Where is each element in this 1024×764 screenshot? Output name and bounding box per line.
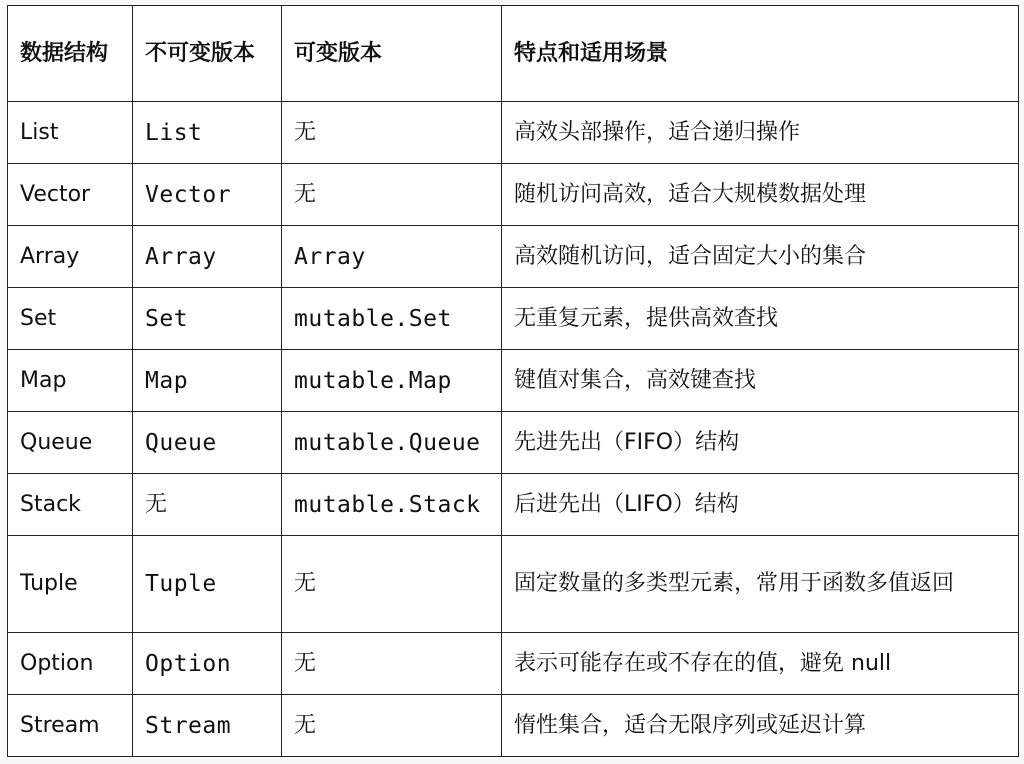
cell-features: 惰性集合，适合无限序列或延迟计算 (502, 695, 1019, 757)
cell-immutable: Array (133, 226, 282, 288)
cell-features: 键值对集合，高效键查找 (502, 350, 1019, 412)
cell-immutable: Set (133, 288, 282, 350)
cell-name: Queue (8, 412, 133, 474)
cell-mutable: 无 (282, 695, 502, 757)
data-structures-table (7, 5, 1019, 757)
header-data-structure: 数据结构 (8, 6, 133, 102)
cell-immutable: 无 (133, 474, 282, 536)
cell-mutable: Array (282, 226, 502, 288)
data-structures-table-container (7, 5, 1019, 757)
cell-features: 无重复元素，提供高效查找 (502, 288, 1019, 350)
cell-features: 先进先出（FIFO）结构 (502, 412, 1019, 474)
table-row (8, 633, 1019, 695)
cell-mutable: mutable.Queue (282, 412, 502, 474)
cell-mutable: mutable.Stack (282, 474, 502, 536)
cell-features: 表示可能存在或不存在的值，避免 null (502, 633, 1019, 695)
cell-mutable: mutable.Set (282, 288, 502, 350)
table-row (8, 350, 1019, 412)
cell-features: 高效随机访问，适合固定大小的集合 (502, 226, 1019, 288)
header-mutable-version: 可变版本 (282, 6, 502, 102)
cell-immutable: Stream (133, 695, 282, 757)
cell-immutable: Map (133, 350, 282, 412)
cell-name: Map (8, 350, 133, 412)
table-row (8, 695, 1019, 757)
table-header-row (8, 6, 1019, 102)
table-row (8, 536, 1019, 633)
cell-name: Option (8, 633, 133, 695)
cell-name: List (8, 102, 133, 164)
cell-immutable: Option (133, 633, 282, 695)
cell-features: 固定数量的多类型元素，常用于函数多值返回 (502, 536, 1019, 633)
table-row (8, 412, 1019, 474)
cell-immutable: Queue (133, 412, 282, 474)
table-row (8, 288, 1019, 350)
cell-name: Tuple (8, 536, 133, 633)
table-row (8, 474, 1019, 536)
header-immutable-version: 不可变版本 (133, 6, 282, 102)
table-row (8, 226, 1019, 288)
cell-name: Set (8, 288, 133, 350)
cell-features: 后进先出（LIFO）结构 (502, 474, 1019, 536)
cell-name: Stream (8, 695, 133, 757)
table-row (8, 102, 1019, 164)
table-row (8, 164, 1019, 226)
cell-immutable: Tuple (133, 536, 282, 633)
cell-mutable: 无 (282, 633, 502, 695)
cell-mutable: 无 (282, 536, 502, 633)
cell-name: Stack (8, 474, 133, 536)
cell-features: 高效头部操作，适合递归操作 (502, 102, 1019, 164)
cell-mutable: 无 (282, 102, 502, 164)
cell-name: Array (8, 226, 133, 288)
cell-features: 随机访问高效，适合大规模数据处理 (502, 164, 1019, 226)
cell-immutable: List (133, 102, 282, 164)
cell-immutable: Vector (133, 164, 282, 226)
cell-mutable: 无 (282, 164, 502, 226)
cell-name: Vector (8, 164, 133, 226)
cell-mutable: mutable.Map (282, 350, 502, 412)
header-features: 特点和适用场景 (502, 6, 1019, 102)
